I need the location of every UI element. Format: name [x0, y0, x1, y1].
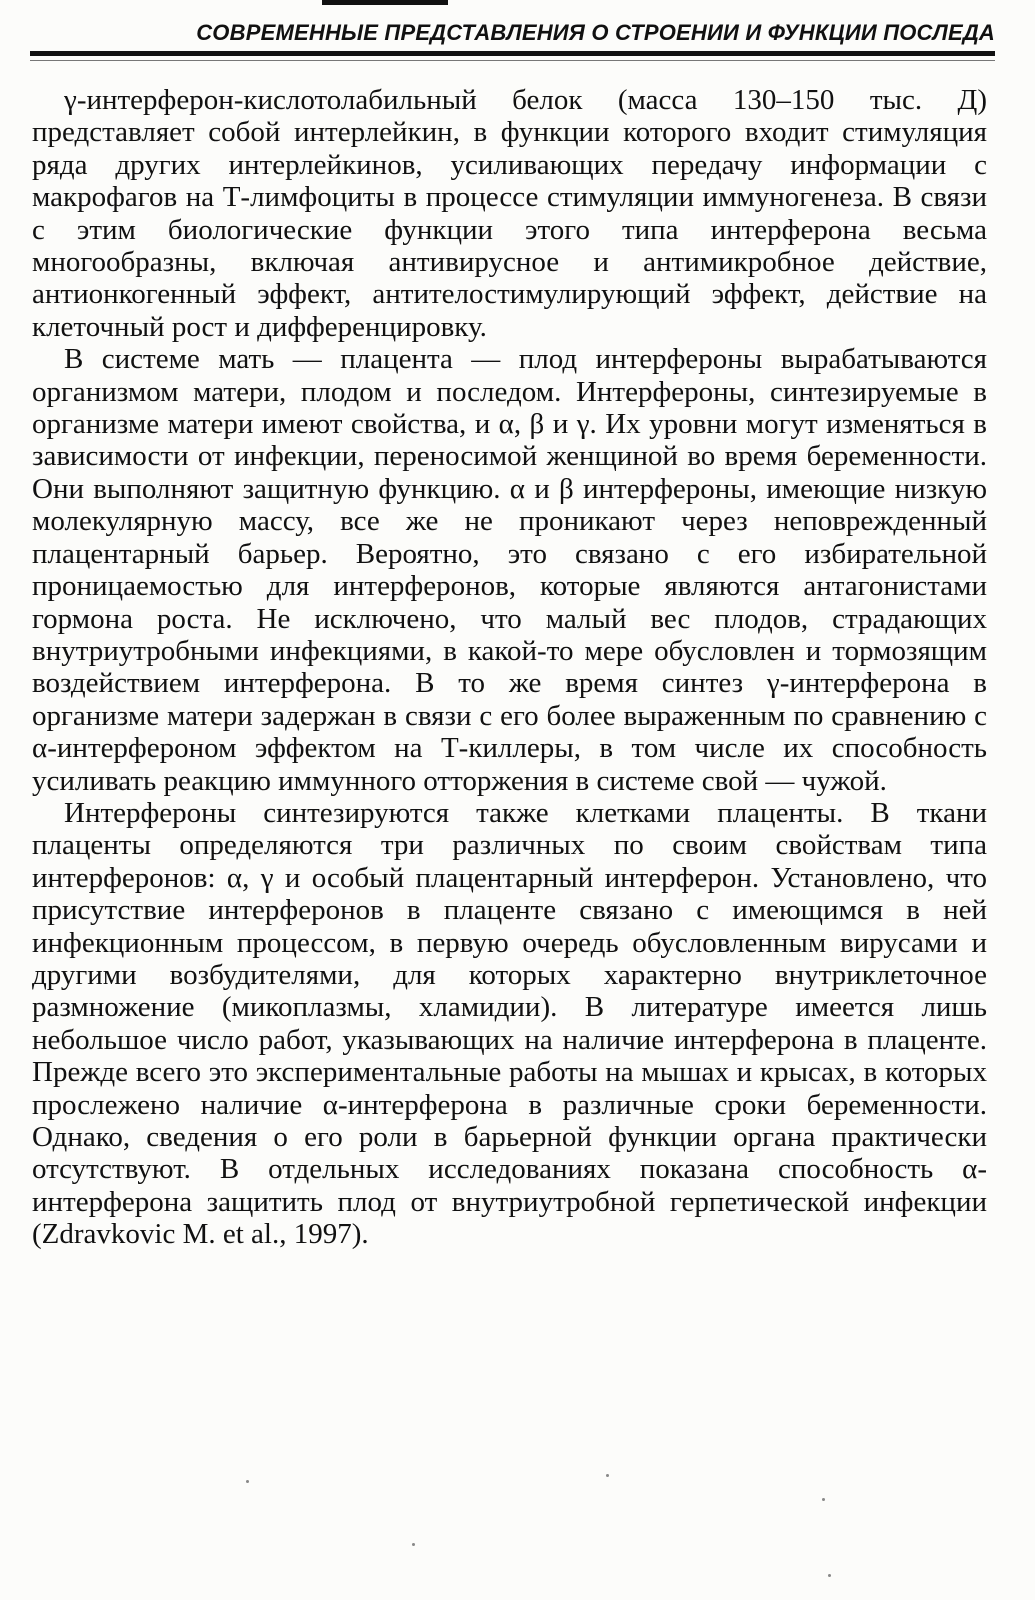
scan-speck: [412, 1543, 415, 1546]
paragraph-2: В системе мать — плацента — плод интерфероны вырабатываются организмом матери, плодом и последом. Интерфероны, синтезируемые в организме матери имеют свойства, и α, β и γ. Их уровни могут изменяться в зависимости от инфекции, переносимой женщиной во время беременности. Они выполняют защитную функцию. α и β интерфероны, имеющие низкую молекулярную массу, все же не проникают через неповрежденный плацентарный барьер. Вероятно, это связано с его избирательной проницаемостью для интерферонов, которые являются антагонистами гормона роста. Не исключено, что малый вес плодов, страдающих внутриутробными инфекциями, в какой-то мере обусловлен и тормозящим воздействием интерферона. В то же время синтез γ-интерферона в организме матери задержан в связи с его более выраженным по сравнению с α-интерфероном эффектом на Т-киллеры, в том числе их способность усиливать реакцию иммунного отторжения в системе свой — чужой.: [32, 343, 987, 797]
scan-speck: [822, 1498, 825, 1501]
scan-speck: [606, 1474, 609, 1477]
header-rule: [30, 51, 995, 56]
paragraph-1: γ-интерферон-кислотолабильный белок (масса 130–150 тыс. Д) представляет собой интерлейкин, в функции которого входит стимуляция ряда других интерлейкинов, усиливающих передачу информации с макрофагов на Т-лимфоциты в процессе стимуляции иммуногенеза. В связи с этим биологические функции этого типа интерферона весьма многообразны, включая антивирусное и антимикробное действие, антионкогенный эффект, антителостимулирующий эффект, действие на клеточный рост и дифференцировку.: [32, 84, 987, 343]
paragraph-3: Интерфероны синтезируются также клетками плаценты. В ткани плаценты определяются три различных по своим свойствам типа интерферонов: α, γ и особый плацентарный интерферон. Установлено, что присутствие интерферонов в плаценте связано с имеющимся в ней инфекционным процессом, в первую очередь обусловленным вирусами и другими возбудителями, для которых характерно внутриклеточное размножение (микоплазмы, хламидии). В литературе имеется лишь небольшое число работ, указывающих на наличие интерферона в плаценте. Прежде всего это экспериментальные работы на мышах и крысах, в которых прослежено наличие α-интерферона в различные сроки беременности. Однако, сведения о его роли в барьерной функции органа практически отсутствуют. В отдельных исследованиях показана способность α-интерферона защитить плод от внутриутробной герпетической инфекции (Zdravkovic M. et al., 1997).: [32, 796, 987, 1251]
body-text: [32, 84, 987, 1251]
page-top-marker: [322, 0, 448, 5]
scan-speck: [828, 1574, 831, 1577]
running-head: СОВРЕМЕННЫЕ ПРЕДСТАВЛЕНИЯ О СТРОЕНИИ И ФУНКЦИИ ПОСЛЕДА: [196, 20, 995, 45]
scan-speck: [246, 1480, 249, 1483]
header-rule-thin: [30, 60, 995, 61]
